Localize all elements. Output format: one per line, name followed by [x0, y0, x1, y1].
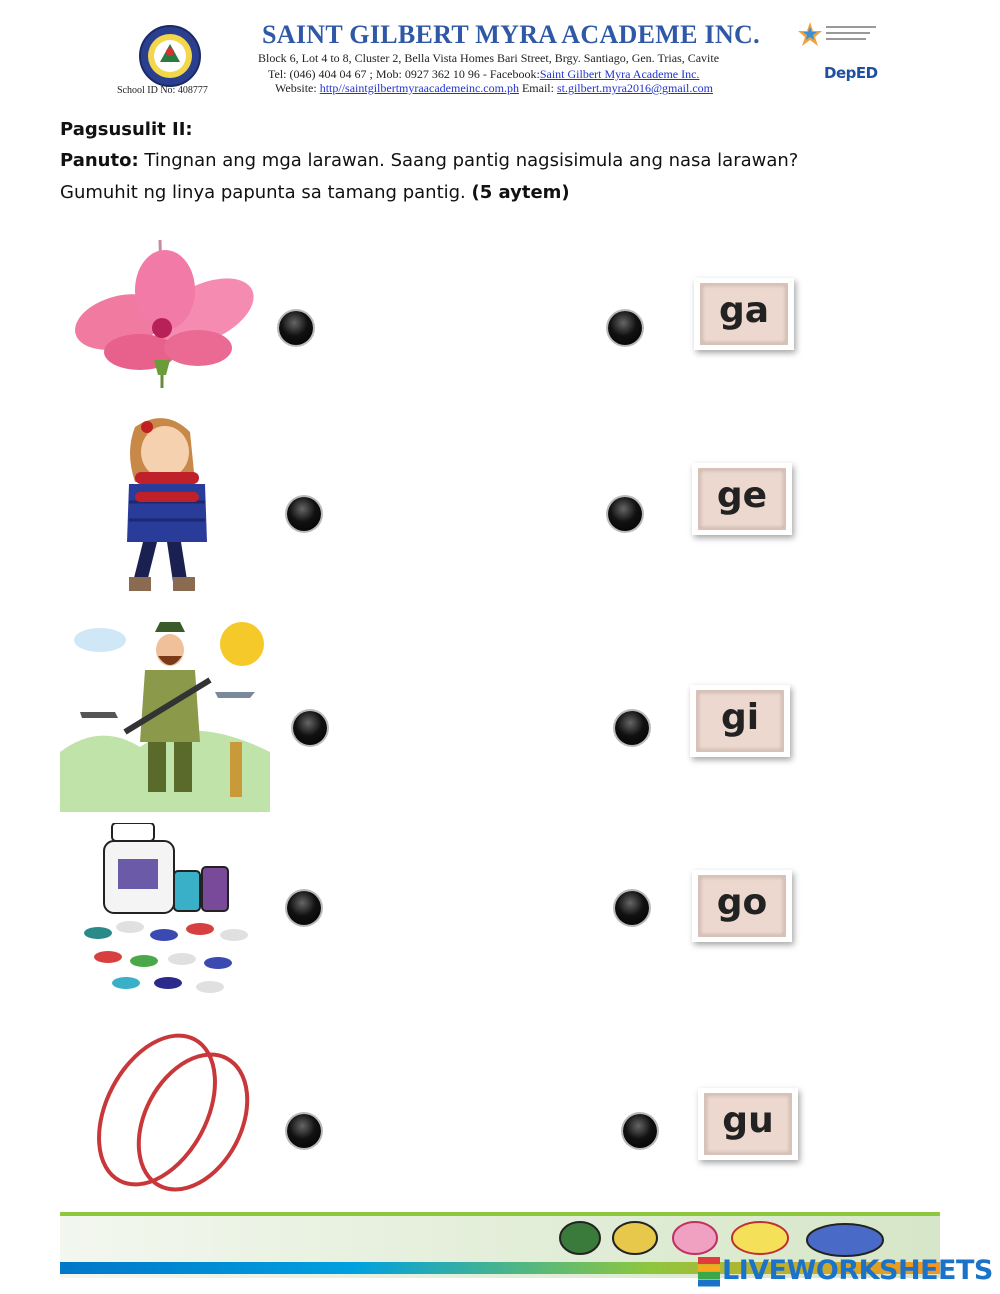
web-line — [275, 81, 713, 96]
montessori-logo — [798, 20, 882, 50]
picture-soldier — [60, 612, 270, 812]
instruction-label: Panuto: — [60, 150, 139, 171]
syllable-card-1 — [694, 278, 794, 350]
live-badge-icon — [698, 1257, 720, 1287]
dot-syllable-5[interactable] — [623, 1114, 657, 1148]
syllable-go: go — [698, 875, 786, 937]
instruction-text-2: Gumuhit ng linya papunta sa tamang pantig. — [60, 182, 472, 203]
dot-syllable-2[interactable] — [608, 497, 642, 531]
syllable-card-2 — [692, 463, 792, 535]
instruction-text-1: Tingnan ang mga larawan. Saang pantig nagsisimula ang nasa larawan? — [138, 150, 799, 171]
dot-syllable-1[interactable] — [608, 311, 642, 345]
picture-medicine — [78, 823, 258, 998]
deped-logo — [824, 64, 878, 82]
syllable-card-5 — [698, 1088, 798, 1160]
dot-picture-5[interactable] — [287, 1114, 321, 1148]
school-name: SAINT GILBERT MYRA ACADEME INC. — [262, 20, 760, 49]
syllable-gi: gi — [696, 690, 784, 752]
footer-seals — [555, 1218, 945, 1258]
liveworksheets-text: LIVEWORKSHEETS — [722, 1255, 993, 1286]
syllable-ge: ge — [698, 468, 786, 530]
instruction-line-2 — [60, 182, 570, 203]
school-address: Block 6, Lot 4 to 8, Cluster 2, Bella Vista Homes Bari Street, Brgy. Santiago, Gen. Trias, Cavite — [258, 51, 720, 65]
dot-picture-2[interactable] — [287, 497, 321, 531]
email-label: Email: — [518, 81, 557, 95]
facebook-link[interactable]: Saint Gilbert Myra Academe Inc. — [539, 67, 700, 81]
dot-syllable-3[interactable] — [615, 711, 649, 745]
liveworksheets-brand[interactable] — [698, 1255, 993, 1287]
test-title: Pagsusulit II: — [60, 119, 193, 140]
email-link[interactable]: st.gilbert.myra2016@gmail.com — [556, 81, 713, 95]
dot-picture-4[interactable] — [287, 891, 321, 925]
picture-cold-girl — [95, 412, 220, 597]
syllable-ga: ga — [700, 283, 788, 345]
picture-rubber-band — [85, 1030, 265, 1195]
syllable-gu: gu — [704, 1093, 792, 1155]
dot-syllable-4[interactable] — [615, 891, 649, 925]
website-label: Website: — [275, 81, 320, 95]
tel-text: Tel: (046) 404 04 67 ; Mob: 0927 362 10 96 - Facebook: — [268, 67, 540, 81]
syllable-card-4 — [692, 870, 792, 942]
item-count: (5 aytem) — [471, 182, 570, 203]
school-id: School ID No: 408777 — [117, 85, 208, 96]
dot-picture-3[interactable] — [293, 711, 327, 745]
dot-picture-1[interactable] — [279, 311, 313, 345]
syllable-card-3 — [690, 685, 790, 757]
contact-line — [268, 67, 699, 82]
school-seal — [138, 24, 202, 88]
website-link[interactable]: http//saintgilbertmyraacademeinc.com.ph — [319, 81, 519, 95]
deped-text: DepED — [824, 64, 878, 82]
instruction-line-1 — [60, 150, 798, 171]
picture-flower — [70, 240, 260, 390]
